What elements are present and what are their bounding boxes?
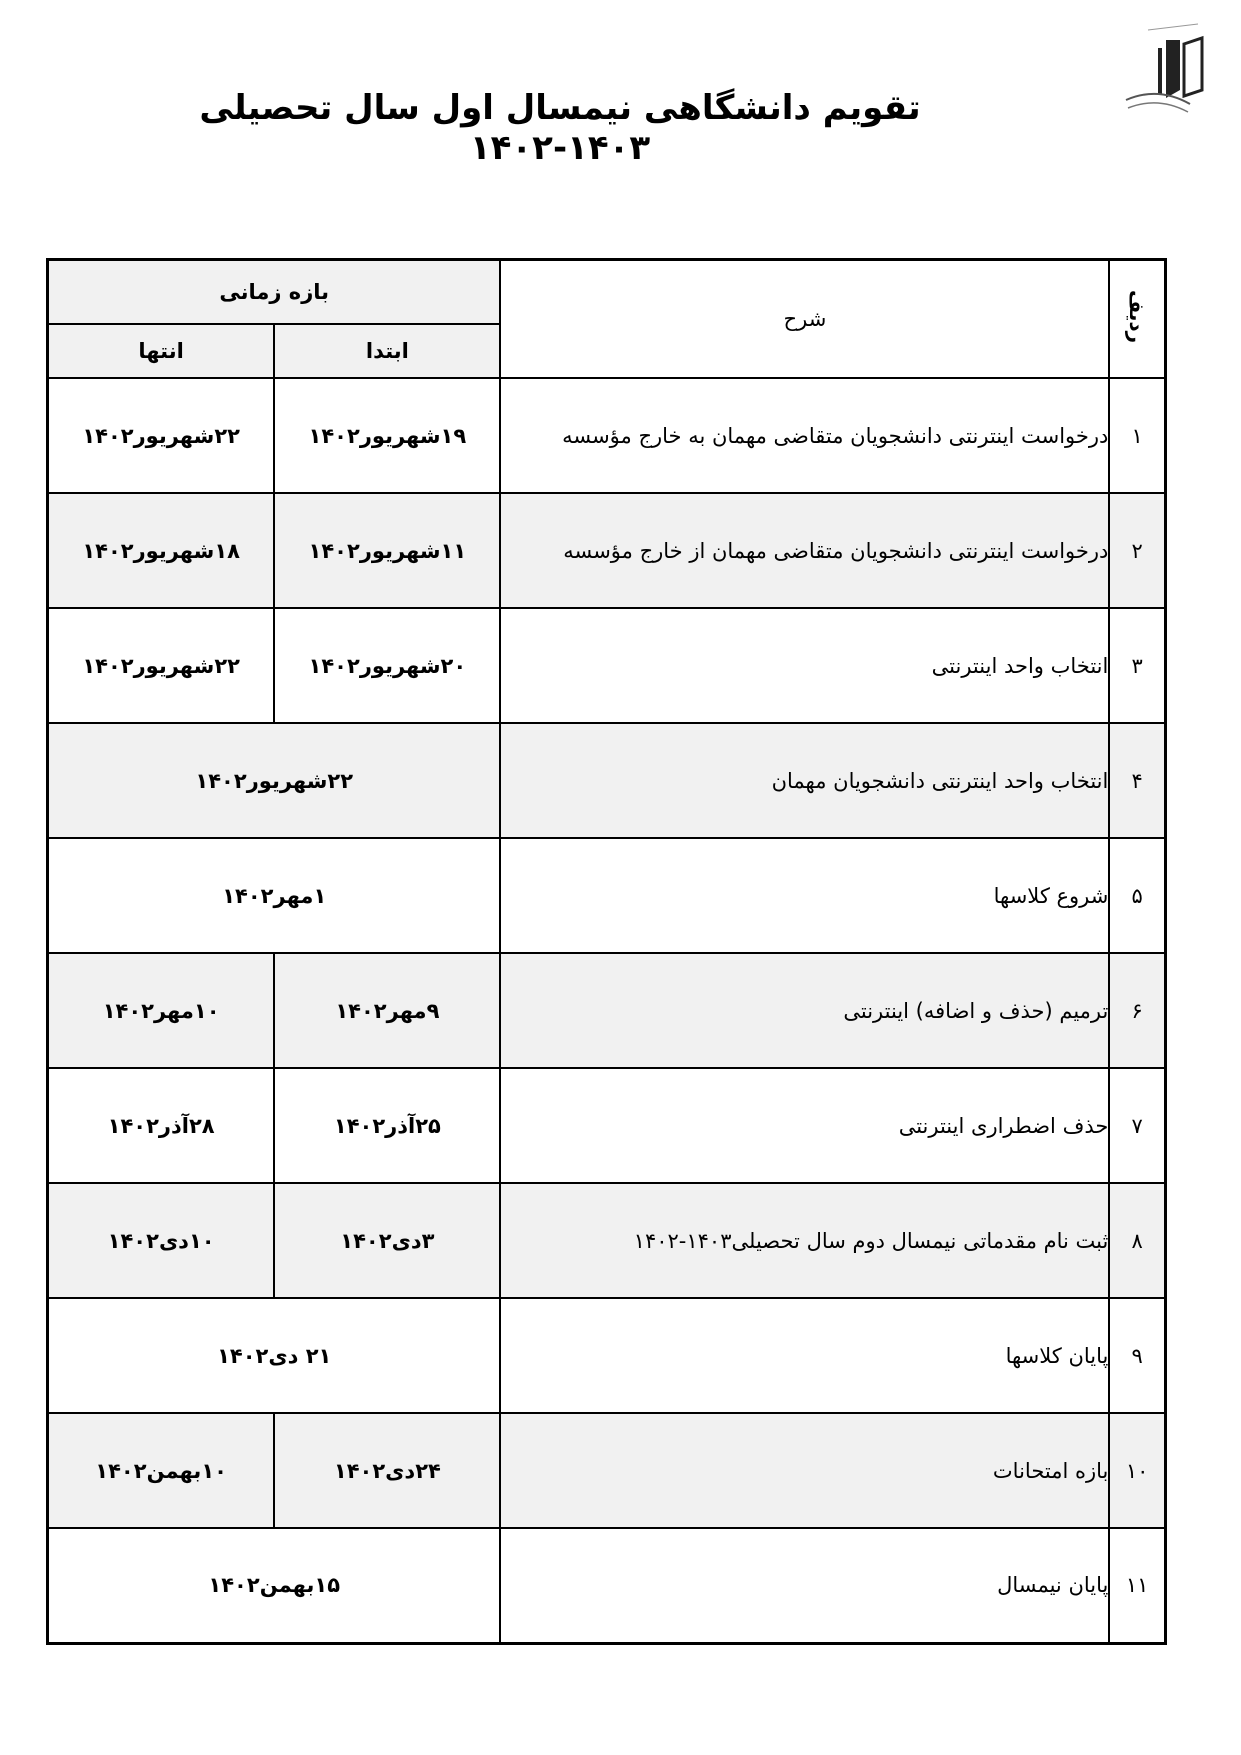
time-range-header: بازه زمانی — [48, 260, 501, 325]
row-index: ۴ — [1109, 723, 1165, 838]
index-header — [1109, 260, 1165, 379]
row-index: ۵ — [1109, 838, 1165, 953]
row-index: ۳ — [1109, 608, 1165, 723]
row-end-date: ۲۲شهریور۱۴۰۲ — [48, 378, 275, 493]
row-start-date: ۱۱شهریور۱۴۰۲ — [274, 493, 500, 608]
row-end-date: ۲۸آذر۱۴۰۲ — [48, 1068, 275, 1183]
row-index: ۱ — [1109, 378, 1165, 493]
table-row — [48, 1528, 1166, 1643]
row-description: حذف اضطراری اینترنتی — [500, 1068, 1109, 1183]
row-index: ۸ — [1109, 1183, 1165, 1298]
row-date: ۲۱ دی۱۴۰۲ — [48, 1298, 501, 1413]
row-end-date: ۱۰مهر۱۴۰۲ — [48, 953, 275, 1068]
row-date: ۲۲شهریور۱۴۰۲ — [48, 723, 501, 838]
row-end-date: ۱۸شهریور۱۴۰۲ — [48, 493, 275, 608]
row-description: شروع کلاسها — [500, 838, 1109, 953]
table-row — [48, 838, 1166, 953]
row-index: ۶ — [1109, 953, 1165, 1068]
row-start-date: ۲۴دی۱۴۰۲ — [274, 1413, 500, 1528]
row-end-date: ۱۰بهمن۱۴۰۲ — [48, 1413, 275, 1528]
row-description: ترمیم (حذف و اضافه) اینترنتی — [500, 953, 1109, 1068]
row-index: ۲ — [1109, 493, 1165, 608]
row-end-date: ۱۰دی۱۴۰۲ — [48, 1183, 275, 1298]
table-row — [48, 378, 1166, 493]
row-start-date: ۲۵آذر۱۴۰۲ — [274, 1068, 500, 1183]
row-description: بازه امتحانات — [500, 1413, 1109, 1528]
start-header: ابتدا — [274, 324, 500, 378]
row-description: انتخاب واحد اینترنتی — [500, 608, 1109, 723]
table-row — [48, 1183, 1166, 1298]
table-row — [48, 608, 1166, 723]
row-start-date: ۳دی۱۴۰۲ — [274, 1183, 500, 1298]
page-title: تقویم دانشگاهی نیمسال اول سال تحصیلی ۱۴۰۳-۱۴۰۲ — [199, 88, 921, 168]
row-index: ۱۰ — [1109, 1413, 1165, 1528]
row-description: پایان نیمسال — [500, 1528, 1109, 1643]
table-row — [48, 723, 1166, 838]
row-start-date: ۱۹شهریور۱۴۰۲ — [274, 378, 500, 493]
table-row — [48, 1413, 1166, 1528]
row-index: ۹ — [1109, 1298, 1165, 1413]
end-header: انتها — [48, 324, 275, 378]
table-row — [48, 1068, 1166, 1183]
row-description: درخواست اینترنتی دانشجویان متقاضی مهمان از خارج مؤسسه — [500, 493, 1109, 608]
row-index: ۷ — [1109, 1068, 1165, 1183]
row-start-date: ۹مهر۱۴۰۲ — [274, 953, 500, 1068]
academic-calendar-table — [46, 258, 1167, 1645]
table-row — [48, 493, 1166, 608]
table-row — [48, 1298, 1166, 1413]
index-header-label: ردیف — [1125, 289, 1150, 344]
description-header: شرح — [500, 260, 1109, 379]
table-row — [48, 953, 1166, 1068]
row-description: درخواست اینترنتی دانشجویان متقاضی مهمان به خارج مؤسسه — [500, 378, 1109, 493]
row-end-date: ۲۲شهریور۱۴۰۲ — [48, 608, 275, 723]
row-description: ثبت نام مقدماتی نیمسال دوم سال تحصیلی۱۴۰۳-۱۴۰۲ — [500, 1183, 1109, 1298]
row-description: پایان کلاسها — [500, 1298, 1109, 1413]
row-description: انتخاب واحد اینترنتی دانشجویان مهمان — [500, 723, 1109, 838]
row-date: ۱۵بهمن۱۴۰۲ — [48, 1528, 501, 1643]
row-index: ۱۱ — [1109, 1528, 1165, 1643]
row-start-date: ۲۰شهریور۱۴۰۲ — [274, 608, 500, 723]
row-date: ۱مهر۱۴۰۲ — [48, 838, 501, 953]
university-logo — [1118, 20, 1218, 130]
